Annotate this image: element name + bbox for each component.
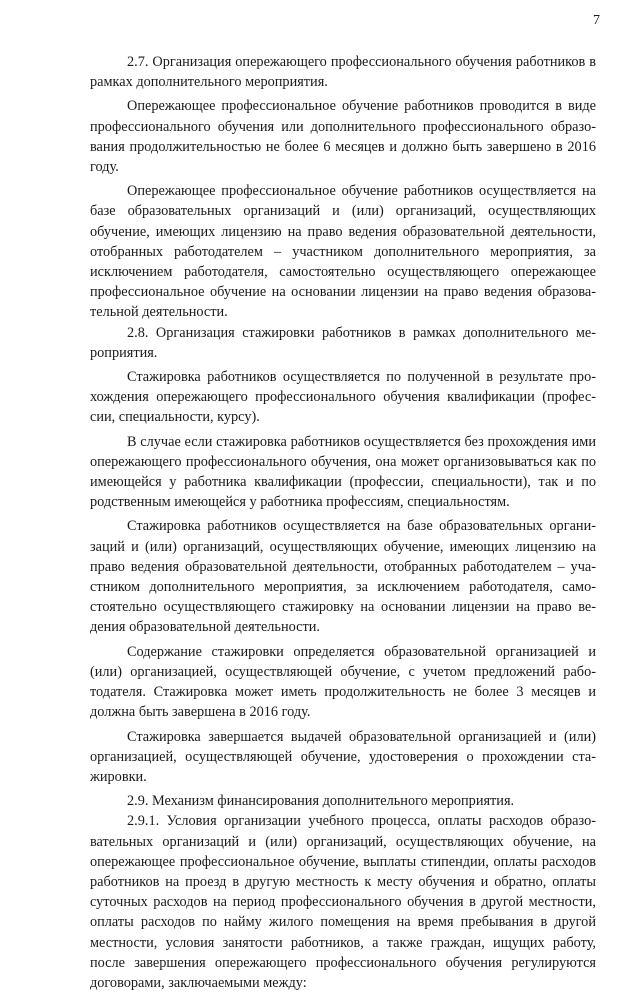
paragraph: Содержание стажировки определяется образовательной организацией и (или) организацией, осуществляющей обучение, с учетом предложений работодателя. Стажировка может иметь продолжительность не более 3 месяцев и должна быть завершена в 2016 году. bbox=[90, 643, 596, 721]
document-body bbox=[90, 52, 596, 993]
paragraph: В случае если стажировка работников осуществляется без прохождения ими опережающего профессионального обучения, она может организовываться как по имеющейся у работника квалификации (профессии, специальности), так и по родственным имеющейся у работника профессиям, специальностям. bbox=[90, 433, 596, 511]
paragraph-2-8-heading: 2.8. Организация стажировки работников в рамках дополнительного мероприятия. bbox=[90, 324, 596, 361]
paragraph: Опережающее профессиональное обучение работников проводится в виде профессионального обучения или дополнительного профессионального образования продолжительностью не более 6 месяцев и должно быть завершено в 2016 году. bbox=[90, 98, 596, 176]
paragraph-2-7-heading: 2.7. Организация опережающего профессионального обучения работников в рамках дополнительного мероприятия. bbox=[90, 54, 596, 91]
paragraph: Опережающее профессиональное обучение работников осуществляется на базе образовательных организаций и (или) организаций, осуществляющих обучение, имеющих лицензию на право ведения образовательной деятельности, отобранных работодателем – участником дополнительного мероприятия, за исключением работодателя, самостоятельно осуществляющего опережающее профессиональное обучение на основании лицензии на право ведения образовательной деятельности. bbox=[90, 183, 596, 321]
paragraph: Стажировка завершается выдачей образовательной организацией и (или) организацией, осуществляющей обучение, удостоверения о прохождении стажировки. bbox=[90, 728, 596, 785]
paragraph-2-9-1: 2.9.1. Условия организации учебного процесса, оплаты расходов образовательных организаций и (или) организаций, осуществляющих обучение, на опережающее профессиональное обучение, выплаты стипендии, оплаты расходов работников на проезд в другую местность к месту обучения и обратно, оплаты суточных расходов на период профессионального обучения в другой местности, оплаты расходов по найму жилого помещения на время пребывания в другой местности, условия занятости работников, а также граждан, ищущих работу, после завершения опережающего профессионального обучения регулируются договорами, заключаемыми между: bbox=[90, 813, 596, 991]
page-number: 7 bbox=[593, 13, 600, 28]
paragraph: Стажировка работников осуществляется по полученной в результате прохождения опережающего профессионального обучения квалификации (профессии, специальности, курсу). bbox=[90, 369, 596, 426]
paragraph-2-9-heading: 2.9. Механизм финансирования дополнительного мероприятия. bbox=[127, 793, 515, 810]
paragraph: Стажировка работников осуществляется на базе образовательных организаций и (или) организаций, осуществляющих обучение, имеющих лицензию на право ведения образовательной деятельности, отобранных работодателем – участником дополнительного мероприятия, за исключением работодателя, самостоятельно осуществляющего стажировку на основании лицензии на право ведения образовательной деятельности. bbox=[90, 518, 596, 636]
